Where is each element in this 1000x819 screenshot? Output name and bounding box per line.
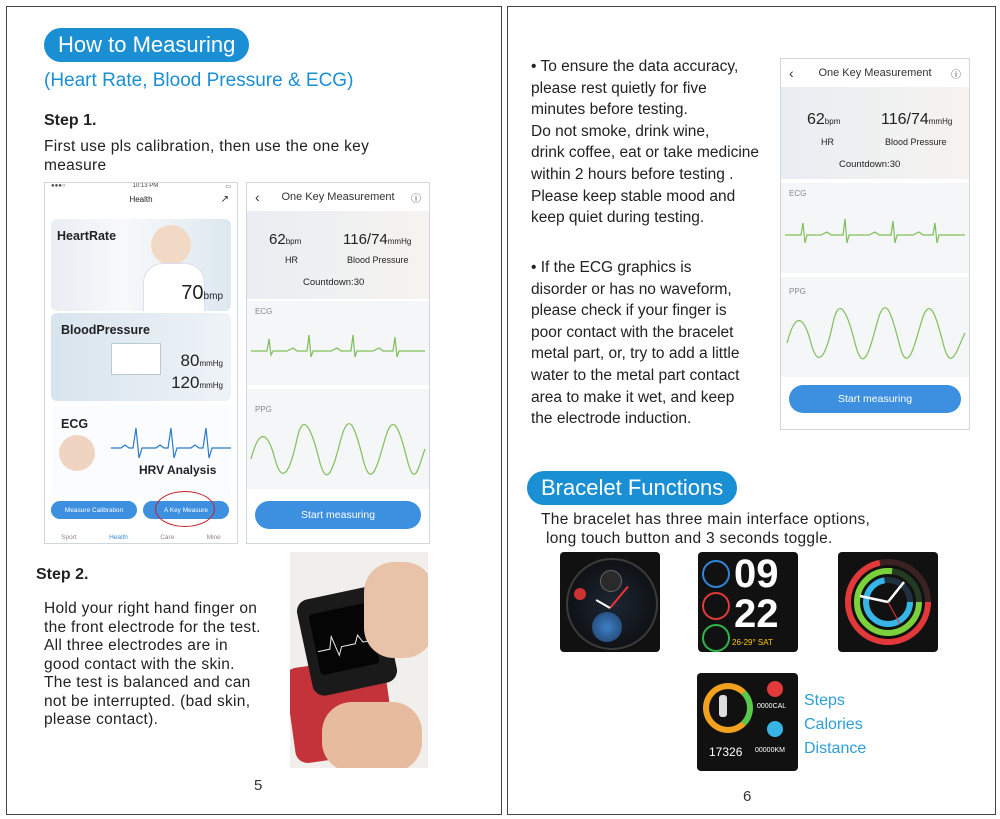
status-time: 10:13 PM	[132, 183, 159, 189]
how-to-measuring-heading: How to Measuring	[44, 28, 249, 62]
subdial-icon	[600, 570, 622, 592]
digital-minute: 22	[734, 592, 779, 636]
step2-line: Hold your right hand finger on	[44, 600, 258, 617]
measure-title: One Key Measurement	[818, 67, 932, 79]
thumb-image	[322, 702, 422, 768]
bullet2-line: area to make it wet, and keep	[531, 388, 735, 406]
heart-dot-icon	[574, 588, 586, 600]
bullet2-line: poor contact with the bracelet	[531, 323, 734, 341]
bracelet-text	[541, 511, 870, 548]
step2-line: All three electrodes are in	[44, 637, 228, 654]
battery-icon: ▭	[225, 184, 231, 190]
ecg-card[interactable]	[51, 405, 231, 497]
hr-value: 62	[269, 231, 286, 248]
status-bar	[45, 183, 237, 191]
ecg-panel	[247, 301, 429, 385]
finger-image	[364, 562, 428, 658]
step1-line: measure	[44, 156, 107, 174]
bp-value-wrap	[343, 231, 411, 248]
bp-value: 116/74	[343, 231, 388, 248]
feature-calories: Calories	[804, 716, 863, 733]
bullet1-line: within 2 hours before testing .	[531, 165, 734, 183]
bp-label: Blood Pressure	[885, 137, 947, 147]
step2-line: The test is balanced and can	[44, 674, 251, 691]
heartrate-card[interactable]	[51, 219, 231, 311]
hr-unit: bpm	[285, 237, 302, 246]
bullet1-line: keep quiet during testing.	[531, 209, 705, 227]
page-number-left: 5	[254, 777, 263, 794]
measure-screen-right	[780, 58, 970, 430]
start-measuring-button-right[interactable]: Start measuring	[789, 385, 961, 413]
hr-unit: bpm	[824, 117, 841, 126]
bullet2-line: please check if your finger is	[531, 302, 727, 320]
hr-value: 62	[807, 111, 825, 128]
calories-icon	[767, 681, 783, 697]
bracelet-functions-heading: Bracelet Functions	[527, 471, 737, 505]
share-icon[interactable]: ↗	[220, 194, 229, 205]
steps-value: 17326	[709, 745, 743, 759]
step2-line: good contact with the skin.	[44, 655, 235, 673]
heart-ring-icon	[702, 592, 730, 620]
bp-unit: mmHg	[199, 381, 223, 390]
ecg-panel-label: ECG	[789, 189, 807, 198]
steps-ring-icon	[702, 560, 730, 588]
hr-label: HR	[285, 255, 298, 265]
bp-sys: 80	[180, 351, 200, 370]
back-icon[interactable]: ‹	[789, 65, 794, 81]
step2-line: not be interrupted. (bad skin,	[44, 692, 251, 710]
countdown: Countdown:30	[839, 159, 901, 170]
bloodpressure-card[interactable]	[51, 313, 231, 401]
heartrate-label: HeartRate	[57, 229, 117, 243]
finger-bracelet-photo	[290, 552, 428, 768]
step1-text	[44, 138, 369, 175]
bullet2-line: water to the metal part contact	[531, 366, 740, 384]
distance-value: 00000KM	[755, 747, 785, 754]
ppg-waveform	[247, 419, 429, 479]
tab-mine[interactable]: Mine	[206, 534, 221, 541]
help-icon[interactable]: ⓘ	[951, 69, 961, 81]
start-measuring-button-left[interactable]: Start measuring	[255, 501, 421, 529]
distance-ring-icon	[702, 624, 730, 652]
doctor-image	[59, 435, 95, 471]
measure-header-image	[781, 87, 969, 179]
bp-value-wrap	[881, 111, 952, 129]
page-number-right: 6	[743, 788, 752, 805]
weather-temp: 26-29°	[732, 638, 756, 647]
bp-value: 116/74	[881, 111, 929, 128]
step2-text	[44, 600, 261, 730]
feature-distance: Distance	[804, 740, 867, 757]
ecg-waveform	[781, 209, 969, 259]
heartrate-value: 70	[181, 282, 204, 304]
heartrate-value-wrap	[181, 282, 223, 305]
nurse-image	[151, 225, 191, 265]
health-app-screenshot	[44, 182, 238, 544]
ecg-panel	[781, 183, 969, 273]
weather-row	[732, 638, 773, 647]
watch-face-digital	[698, 552, 798, 652]
bullet1-line: drink coffee, eat or take medicine	[531, 144, 760, 162]
bullet2-line: • If the ECG graphics is	[531, 259, 692, 276]
bracelet-line: long touch button and 3 seconds toggle.	[546, 529, 833, 547]
measure-calibration-button[interactable]: Measure Calibration	[51, 501, 137, 519]
countdown: Countdown:30	[303, 277, 365, 288]
ecg-wave-icon	[111, 423, 231, 463]
step2-line: please contact).	[44, 711, 159, 728]
ecg-bullet	[531, 257, 740, 430]
bullet2-line: metal part, or, try to add a little	[531, 345, 740, 363]
tab-sport[interactable]: Sport	[61, 534, 77, 541]
bloodpressure-label: BloodPressure	[61, 323, 150, 337]
weather-day: SAT	[757, 638, 773, 647]
ppg-panel	[247, 389, 429, 489]
bp-dia: 120	[171, 373, 200, 392]
measure-topbar	[781, 59, 969, 88]
help-icon[interactable]: ⓘ	[411, 193, 421, 205]
health-title: Health	[129, 195, 153, 204]
distance-icon	[767, 721, 783, 737]
tab-care[interactable]: Care	[160, 534, 175, 541]
bullet2-line: disorder or has no waveform,	[531, 280, 732, 298]
calories-value: 0000CAL	[757, 703, 787, 710]
step1-title: Step 1.	[44, 112, 97, 129]
heartrate-unit: bmp	[203, 291, 223, 302]
step2-title: Step 2.	[36, 566, 89, 583]
a-key-measure-button[interactable]: A Key Measure	[143, 501, 229, 519]
earth-icon	[592, 612, 622, 642]
signal-icon: ●●●○	[51, 183, 66, 189]
digital-hour: 09	[734, 552, 779, 596]
watch-face-rings	[838, 552, 938, 652]
step1-line: First use pls calibration, then use the one key	[44, 138, 370, 155]
bullet1-line: • To ensure the data accuracy,	[531, 58, 739, 75]
ecg-panel-label: ECG	[255, 307, 273, 316]
bullet1-line: Please keep stable mood and	[531, 187, 736, 205]
bullet1-line: minutes before testing.	[531, 101, 688, 119]
fitness-ring-icon	[703, 683, 753, 733]
tab-bar	[45, 521, 237, 543]
activity-rings-icon	[838, 552, 938, 652]
hr-value-wrap	[807, 111, 840, 129]
hrv-analysis-label: HRV Analysis	[139, 463, 217, 477]
bp-sys-wrap	[181, 351, 223, 371]
bullet1-line: please rest quietly for five	[531, 79, 707, 97]
ppg-panel-label: PPG	[255, 405, 272, 414]
bp-monitor-image	[111, 343, 161, 375]
ppg-panel	[781, 277, 969, 377]
feature-list	[804, 689, 866, 761]
walker-icon	[719, 695, 727, 717]
bp-dia-wrap	[171, 373, 223, 393]
measuring-subheading: (Heart Rate, Blood Pressure & ECG)	[44, 70, 354, 91]
bp-unit: mmHg	[387, 237, 412, 246]
bullet2-line: the electrode induction.	[531, 410, 692, 428]
watch-face-analog	[560, 552, 660, 652]
measure-header-image	[247, 211, 429, 299]
hr-value-wrap	[269, 231, 301, 248]
bp-unit: mmHg	[199, 359, 223, 368]
measure-title: One Key Measurement	[281, 191, 395, 203]
measure-screen-left	[246, 182, 430, 544]
ecg-waveform	[247, 321, 429, 371]
bp-label: Blood Pressure	[347, 255, 409, 265]
ecg-label: ECG	[61, 417, 89, 431]
bullet1-line: Do not smoke, drink wine,	[531, 122, 710, 140]
bracelet-line: The bracelet has three main interface options,	[541, 511, 871, 528]
back-icon[interactable]: ‹	[255, 189, 260, 205]
ppg-panel-label: PPG	[789, 287, 806, 296]
step2-line: the front electrode for the test.	[44, 618, 261, 636]
tab-health[interactable]: Health	[109, 534, 128, 541]
ppg-waveform	[781, 303, 969, 363]
hr-label: HR	[821, 137, 834, 147]
bp-unit: mmHg	[928, 117, 953, 126]
accuracy-bullet	[531, 56, 759, 229]
measure-topbar	[247, 183, 429, 212]
feature-steps: Steps	[804, 692, 845, 709]
watch-face-fitness	[697, 673, 798, 771]
